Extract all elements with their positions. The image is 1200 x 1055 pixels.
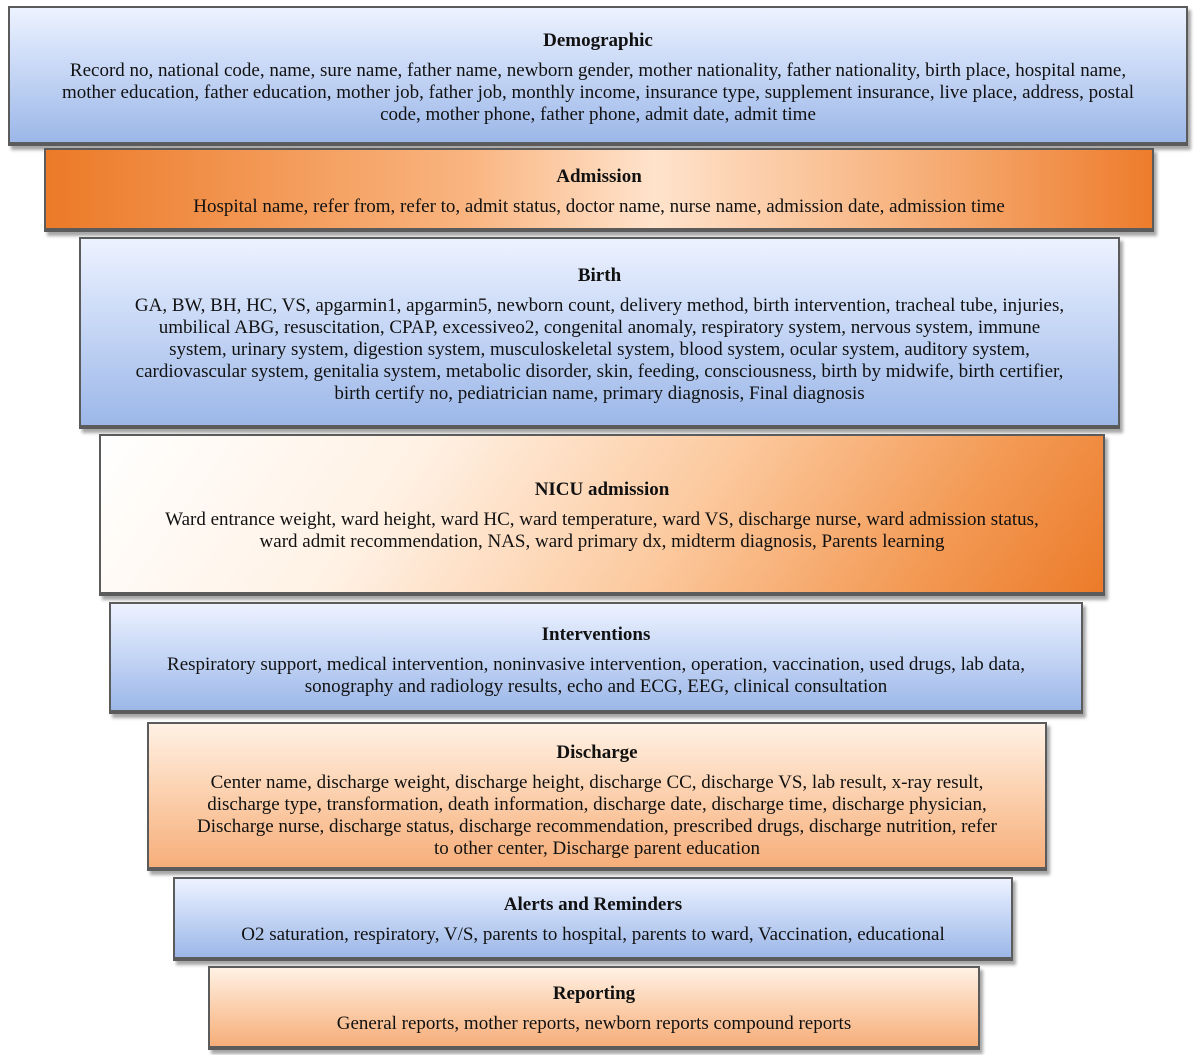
box-birth [79, 237, 1120, 429]
box-line: birth certify no, pediatrician name, primary diagnosis, Final diagnosis [334, 383, 865, 404]
box-line: Center name, discharge weight, discharge height, discharge CC, discharge VS, lab result, x-ray result, [210, 772, 984, 793]
box-title: Alerts and Reminders [503, 894, 683, 915]
box-line: sonography and radiology results, echo and ECG, EEG, clinical consultation [304, 676, 888, 697]
box-line: code, mother phone, father phone, admit date, admit time [380, 104, 816, 125]
box-line: system, urinary system, digestion system, musculoskeletal system, blood system, ocular system, auditory system, [169, 339, 1030, 360]
box-title: Admission [556, 166, 642, 187]
box-line: ward admit recommendation, NAS, ward primary dx, midterm diagnosis, Parents learning [259, 531, 945, 552]
box-demographic [8, 6, 1188, 146]
box-line: O2 saturation, respiratory, V/S, parents to hospital, parents to ward, Vaccination, educational [241, 924, 945, 945]
box-admission [44, 148, 1154, 232]
box-title: NICU admission [534, 479, 670, 500]
box-title: Interventions [541, 624, 651, 645]
box-line: umbilical ABG, resuscitation, CPAP, excessiveo2, congenital anomaly, respiratory system, nervous system, immune [158, 317, 1041, 338]
box-title: Discharge [556, 742, 638, 763]
box-line: discharge type, transformation, death information, discharge date, discharge time, discharge physician, [207, 794, 987, 815]
box-title: Reporting [552, 983, 636, 1004]
box-title: Demographic [543, 30, 653, 51]
box-reporting [208, 966, 980, 1050]
box-line: to other center, Discharge parent education [434, 838, 760, 859]
box-interventions [109, 602, 1083, 714]
box-discharge [147, 722, 1047, 871]
box-nicu-admission [99, 434, 1105, 596]
box-line: GA, BW, BH, HC, VS, apgarmin1, apgarmin5, newborn count, delivery method, birth intervention, tracheal tube, injuries, [134, 295, 1065, 316]
box-line: General reports, mother reports, newborn reports compound reports [336, 1013, 852, 1034]
box-line: Record no, national code, name, sure name, father name, newborn gender, mother nationality, father nationality, birth place, hospital name, [69, 60, 1127, 81]
box-line: Hospital name, refer from, refer to, admit status, doctor name, nurse name, admission date, admission time [193, 196, 1005, 217]
box-title: Birth [577, 265, 622, 286]
box-line: Discharge nurse, discharge status, discharge recommendation, prescribed drugs, discharge nutrition, refer [196, 816, 998, 837]
box-line: Ward entrance weight, ward height, ward HC, ward temperature, ward VS, discharge nurse, ward admission status, [165, 509, 1039, 530]
box-line: cardiovascular system, genitalia system, metabolic disorder, skin, feeding, consciousness, birth by midwife, birth certifier, [135, 361, 1064, 382]
box-line: mother education, father education, mother job, father job, monthly income, insurance type, supplement insurance, live place, address, postal [61, 82, 1135, 103]
box-alerts-and-reminders [173, 877, 1013, 961]
box-line: Respiratory support, medical intervention, noninvasive intervention, operation, vaccination, used drugs, lab data, [167, 654, 1025, 675]
